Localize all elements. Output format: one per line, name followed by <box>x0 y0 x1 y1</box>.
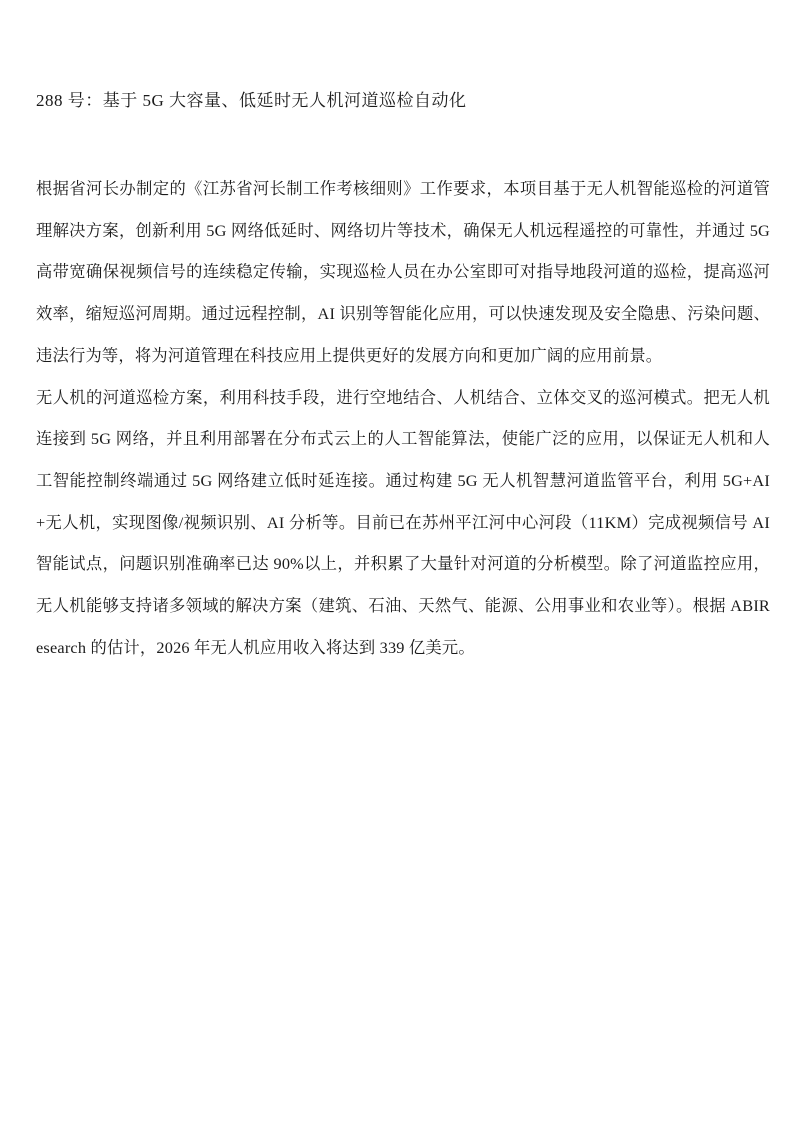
document-title: 288 号：基于 5G 大容量、低延时无人机河道巡检自动化 <box>36 91 467 110</box>
paragraph-solution-details: 无人机的河道巡检方案，利用科技手段，进行空地结合、人机结合、立体交叉的巡河模式。把无人机连接到 5G 网络，并且利用部署在分布式云上的人工智能算法，使能广泛的应用，以保证无人机和人工智能控制终端通过 5G 网络建立低时延连接。通过构建 5G 无人机智慧河道监管平台，利用 5G+AI+无人机，实现图像/视频识别、AI 分析等。目前已在苏州平江河中心河段（11KM）完成视频信号 AI 智能试点，问题识别准确率已达 90%以上，并积累了大量针对河道的分析模型。除了河道监控应用，无人机能够支持诸多领域的解决方案（建筑、石油、天然气、能源、公用事业和农业等）。根据 ABIResearch 的估计，2026 年无人机应用收入将达到 339 亿美元。 <box>36 387 770 657</box>
paragraph-project-overview: 根据省河长办制定的《江苏省河长制工作考核细则》工作要求，本项目基于无人机智能巡检的河道管理解决方案，创新利用 5G 网络低延时、网络切片等技术，确保无人机远程遥控的可靠性，并通过 5G 高带宽确保视频信号的连续稳定传输，实现巡检人员在办公室即可对指导地段河道的巡检，提高巡河效率，缩短巡河周期。通过远程控制，AI 识别等智能化应用，可以快速发现及安全隐患、污染问题、违法行为等，将为河道管理在科技应用上提供更好的发展方向和更加广阔的应用前景。 <box>36 179 770 365</box>
